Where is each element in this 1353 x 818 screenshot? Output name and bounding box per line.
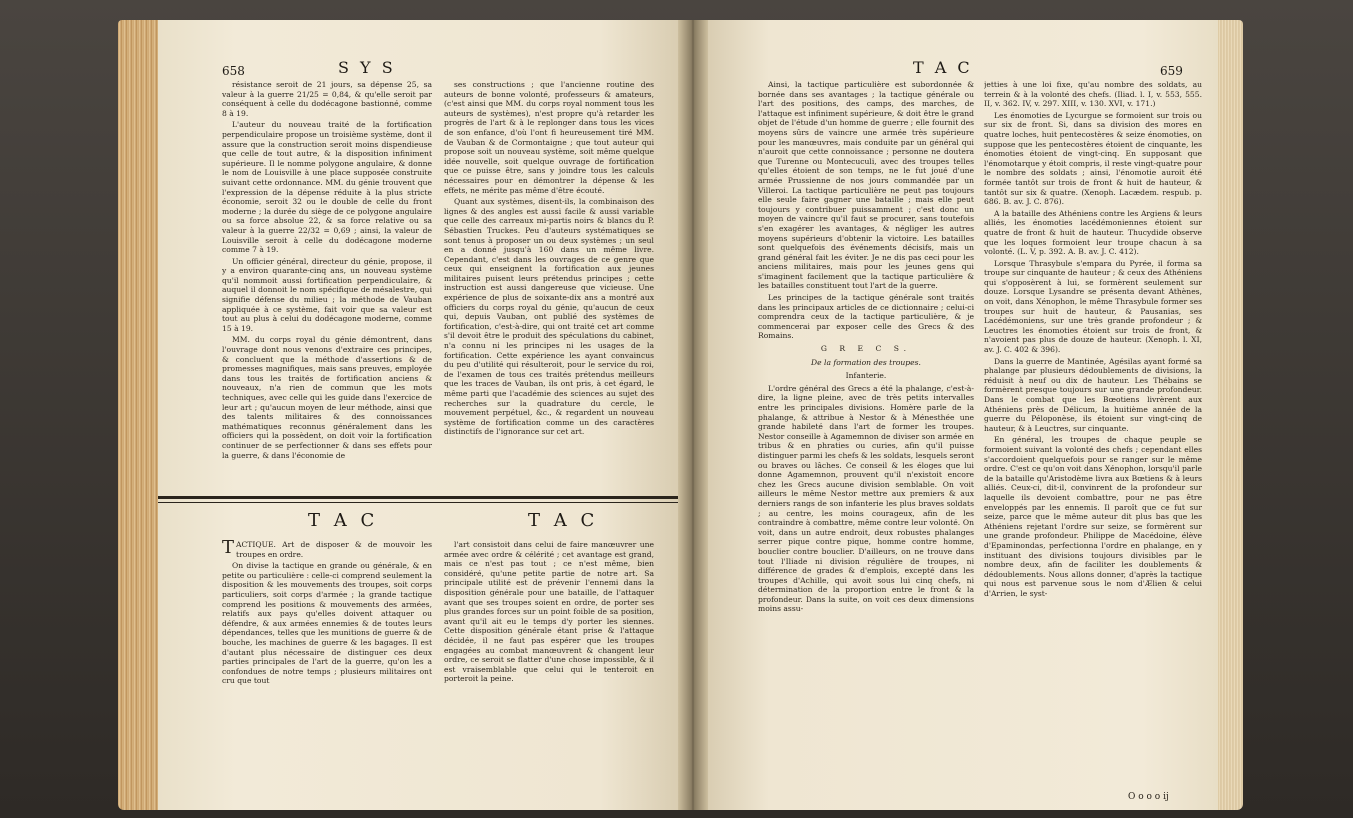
paragraph: En général, les troupes de chaque peuple se formoient suivant la volonté des chefs ; cependant elles s'accordoient quelquefois pour se ranger sur le même ordre. C'est ce qu'on voit dans Xénophon, lorsqu'il parle de la bataille qu'Aristodème livra aux Bœtiens & à leurs alliés. Ceux-ci, dit-il, convinrent de la profondeur sur laquelle ils devoient combattre, pour ne pas être enveloppés par les ennemis. Il paroît que ce fut sur seize, parce que le même auteur dit plus bas que les Athéniens rejetant l'ordre sur seize, se formèrent sur une grande profondeur. Philippe de Macédoine, élève d'Epaminondas, perfectionna l'ordre en phalange, en y instituant des divisions toujours divisibles par le nombre deux, afin de faciliter les doublements & dédoublements. Nous allons donner, d'après la tactique qui nous est parvenue sous le nom d'Ælien & celui d'Arrien, le syst-: [984, 435, 1202, 598]
paragraph: jetties à une loi fixe, qu'au nombre des soldats, au terrein & à la volonté des chefs. (Iliad. l. I, v. 553, 555. II, v. 362. IV, v. 297. XIII, v. 130. XVI, v. 171.): [984, 80, 1202, 109]
left-column-3: [222, 540, 432, 800]
left-page-number: 658: [222, 64, 245, 78]
section-head-greeks: G R E C S.: [820, 344, 912, 354]
left-column-1: [222, 80, 432, 490]
book-edge-right: [1215, 20, 1243, 810]
paragraph: ses constructions ; que l'ancienne routine des auteurs de bonne volonté, professeurs & amateurs, (c'est ainsi que MM. du corps royal nomment tous les auteurs de systèmes), n'est propre qu'à retarder les progrès de l'art & à le replonger dans tous les vices de son enfance, d'où l'ont fi heureusement tiré MM. de Vauban & de Cormontaigne ; que tout auteur qui propose soit un nouveau système, soit même quelque idée nouvelle, soit quelque ouvrage de fortification que ce puisse être, sans y joindre tous les calculs nécessaires pour en démontrer la dépense & les effets, ne mérite pas même d'être écouté.: [444, 80, 654, 195]
paragraph: Les énomoties de Lycurgue se formoient sur trois ou sur six de front. Si, dans sa division des mores en quatre loches, huit pentecostères & seize énomoties, on suppose que les pentecostères étoient de cinquante, les énomoties étoient de vingt-cinq. En supposant que l'énomotarque y étoit compris, il reste vingt-quatre pour le nombre des soldats ; ainsi, l'énomotie auroit été formée tantôt sur trois de front & huit de hauteur, & tantôt sur six & quatre. (Xenoph. Lacædem. respub. p. 686. B. av. J. C. 876).: [984, 110, 1202, 207]
paragraph: Ainsi, la tactique particulière est subordonnée & bornée dans ses avantages ; la tactique générale ou l'art des positions, des camps, des marches, de l'attaque est infiniment supérieure, & doit être le grand objet de l'étude d'un homme de guerre ; elle fournit des moyens sûrs de vaincre une armée très supérieure pour les manœuvres, mais conduite par un général qui n'auroit que cette connoissance ; personne ne doutera que Turenne ou Montecuculi, avec des troupes telles qu'elles étoient de son temps, ne le fut joué d'une armée Prussienne de nos jours commandée par un Villeroi. La tactique particulière ne peut pas toujours elle seule faire gagner une bataille ; mais elle peut toujours y contribuer puissamment ; c'est donc un moyen de vaincre qu'il faut se procurer, sans toutefois s'en exagérer les avantages, & négliger les autres moyens supérieurs d'obtenir la victoire. Les batailles sont quelquefois des événements décisifs, mais un grand général fait les éviter. Je ne dis pas ceci pour les anciens militaires, mais pour les jeunes gens qui s'imaginent facilement que la tactique particulière & les batailles constituent tout l'art de la guerre.: [758, 80, 974, 291]
section-title-left: T A C: [308, 510, 379, 531]
paragraph: résistance seroit de 21 jours, sa dépense 25, sa valeur à la guerre 21/25 = 0,84, & qu'elle seroit par conséquent à celle du dodécagone bastionné, comme 8 à 19.: [222, 80, 432, 118]
paragraph: Un officier général, directeur du génie, propose, il y a environ quarante-cinq ans, un nouveau système qu'il nommoit aussi fortification perpendiculaire, & auquel il donnoit le nom spécifique de mésalestre, qui signifie défense du milieu ; la méthode de Vauban appliquée à ce système, fait voir que sa valeur est tout au plus à celui du dodécagone moderne, comme 15 à 19.: [222, 256, 432, 333]
paragraph: L'auteur du nouveau traité de la fortification perpendiculaire propose un troisième système, dont il assure que la construction seroit moins dispendieuse que celle de tout autre, & la disposition infiniment supérieure. Il le nomme polygone angulaire, & donne le nom de Louisville à une place supposée construite suivant cette ordonnance. MM. du génie trouvent que l'expression de la dépense réduite à la plus stricte économie, seroit 32 ou le double de celle du front moderne ; la durée du siège de ce polygone angulaire ou sa force absolue 22, & sa force relative ou sa valeur à la guerre 22/32 = 0,69 ; ainsi, la valeur de Louisville seroit à celle du dodécagone moderne comme 7 à 19.: [222, 120, 432, 255]
subsection-head-infantry: Infanterie.: [845, 371, 887, 381]
drop-cap: T: [222, 540, 235, 558]
paragraph: l'art consistoit dans celui de faire manœuvrer une armée avec ordre & célérité ; cet avantage est grand, mais ce n'est pas tout ; ce n'est même, bien considéré, qu'une petite partie de notre art. Sa principale utilité est de prévenir l'ennemi dans la disposition générale pour une bataille, de l'attaquer avant que ses troupes soient en ordre, de porter ses plus grandes forces sur un point foible de sa position, avant qu'il ait eu le temps d'y porter les siennes. Cette disposition générale étant prise & l'attaque décidée, il ne faut pas espérer que les troupes engagées au combat manœuvrent & changent leur ordre, ce seroit se flatter d'une chose impossible, & il est vraisemblable que celui qui le tenteroit en porteroit la peine.: [444, 540, 654, 684]
paragraph: A la bataille des Athéniens contre les Argiens & leurs alliés, les énomoties lacédémoniennes étoient sur quatre de front & huit de hauteur. Thucydide observe que les loques formoient leur troupe chacun à sa volonté. (L. V, p. 392. A. B. av. J. C. 412).: [984, 208, 1202, 257]
book-gutter: [678, 20, 708, 810]
right-page: [708, 20, 1218, 810]
paragraph: Lorsque Thrasybule s'empara du Pyrée, il forma sa troupe sur cinquante de hauteur ; & ceux des Athéniens qui s'opposèrent à lui, se formèrent seulement sur douze. Lorsque Lysandre se présenta devant Athènes, on voit, dans Xénophon, le même Thrasybule former ses troupes sur huit de hauteur, & Pausanias, ses Lacédémoniens, sur une très grande profondeur ; & Leuctres les énomoties étoient sur trois de front, & n'avoient pas plus de douze de hauteur. (Xenoph. l. XI, av. J. C. 402 & 396).: [984, 258, 1202, 355]
right-column-1: [758, 80, 974, 800]
section-rule: [158, 496, 678, 499]
paragraph: Les principes de la tactique générale sont traités dans les principaux articles de ce dictionnaire ; celui-ci comprendra ceux de la tactique particulière, & je commencerai par exposer celle des Grecs & des Romains.: [758, 293, 974, 341]
subsection-head-formation: De la formation des troupes.: [811, 357, 921, 367]
right-running-head: T A C: [913, 58, 973, 77]
left-page: [158, 20, 678, 810]
paragraph: ACTIQUE. Art de disposer & de mouvoir les troupes en ordre.: [236, 540, 432, 559]
paragraph: Dans la guerre de Mantinée, Agésilas ayant formé sa phalange par plusieurs dédoublements de divisions, la réduisit à neuf ou dix de hauteur. Les Thébains se formèrent presque toujours sur une grande profondeur. Dans le combat que les Bœotiens livrèrent aux Athéniens près de Délicum, la huitième année de la guerre du Péloponèse, ils étoient sur vingt-cinq de hauteur, & à Leuctres, sur cinquante.: [984, 356, 1202, 433]
signature-mark: O o o o ij: [1128, 792, 1169, 802]
left-column-4: [444, 540, 654, 800]
right-column-2: [984, 80, 1202, 792]
paragraph: Quant aux systèmes, disent-ils, la combinaison des lignes & des angles est aussi facile & aussi variable que celle des carreaux mi-partis noirs & blancs du P. Sébastien Truckes. Peu d'auteurs systématiques se sont tenus à proposer un ou deux systèmes ; un seul en a donné jusqu'à 160 dans un même livre. Cependant, c'est dans les ouvrages de ce genre que ceux qui enseignent la fortification aux jeunes militaires puisent leurs prétendus principes ; cette instruction est aussi dangereuse que vicieuse. Une expérience de plus de soixante-dix ans a montré aux officiers du corps royal du génie, qu'aucun de ceux qui, depuis Vauban, ont publié des systèmes de fortification, c'est-à-dire, qui ont traité cet art comme s'il devoit être le produit des spéculations du cabinet, n'a connu ni les principes ni les usages de la fortification. Cette expérience les ayant convaincus du peu d'utilité qui résulteroit, pour le service du roi, de l'examen de tous ces traités prétendus meilleurs que les traces de Vauban, ils ont pris, à cet égard, le même parti que l'académie des sciences au sujet des recherches sur la quadrature du cercle, le mouvement perpétuel, &c., & regardent un nouveau système de fortification comme un des caractères distinctifs de l'ignorance sur cet art.: [444, 197, 654, 437]
paragraph: On divise la tactique en grande ou générale, & en petite ou particulière : celle-ci comprend seulement la disposition & les mouvements des troupes, soit corps particuliers, soit corps d'armée ; la grande tactique comprend les positions & mouvements des armées, relatifs aux pays qu'elles doivent attaquer ou défendre, & aux armées ennemies & de toutes leurs dépendances, telles que les munitions de guerre & de bouche, les machines de guerre & les bagages. Il est d'autant plus nécessaire de distinguer ces deux parties principales de l'art de la guerre, qu'on les a confondues de notre temps ; plusieurs militaires ont cru que tout: [222, 561, 432, 686]
section-rule-thin: [158, 502, 678, 503]
book-edge-left: [118, 20, 158, 810]
section-title-right: T A C: [528, 510, 599, 531]
right-page-number: 659: [1160, 64, 1183, 78]
paragraph: L'ordre général des Grecs a été la phalange, c'est-à-dire, la ligne pleine, avec de très petits intervalles entre les principales divisions. Homère parle de la phalange, & attribue à Nestor & à Ménesthée une grande habileté dans l'art de former les troupes. Nestor conseille à Agamemnon de diviser son armée en tribus & en phraties ou curies, afin qu'il puisse distinguer parmi les chefs & les soldats, lesquels seront ou braves ou lâches. Ce conseil & les éloges que lui donne Agamemnon, prouvent qu'il n'existoit encore chez les Grecs aucune division semblable. On voit ailleurs le même Nestor mettre aux premiers & aux derniers rangs de son infanterie les plus braves soldats ; au centre, les moins courageux, afin de les contraindre à combattre, même contre leur volonté. On voit, dans un autre endroit, deux robustes phalanges serrer pique contre pique, homme contre homme, bouclier contre bouclier. D'ailleurs, on ne trouve dans tout l'Iliade ni division régulière de troupes, ni différence de grades & d'emplois, excepté dans les troupes d'Achille, qui avoit sous lui cinq chefs, ni détermination de la proportion entre le front & la profondeur. Dans la suite, on voit ces deux dimensions moins assu-: [758, 383, 974, 614]
left-running-head: S Y S: [338, 58, 396, 77]
left-column-2: [444, 80, 654, 490]
paragraph: MM. du corps royal du génie démontrent, dans l'ouvrage dont nous venons d'extraire ces principes, & concluent que la méthode d'assertions & de promesses magnifiques, mais sans preuves, employée dans tous les traités de fortification anciens & nouveaux, n'a rien de commun que les mots techniques, avec celle qui les guide dans l'exercice de leur art ; qu'aucun moyen de leur méthode, ainsi que des talents militaires & des connoissances mathématiques reconnus généralement dans les officiers qui la possèdent, on doit voir la fortification continuer de se perfectionner & dans ses effets pour la guerre, & dans l'économie de: [222, 335, 432, 460]
